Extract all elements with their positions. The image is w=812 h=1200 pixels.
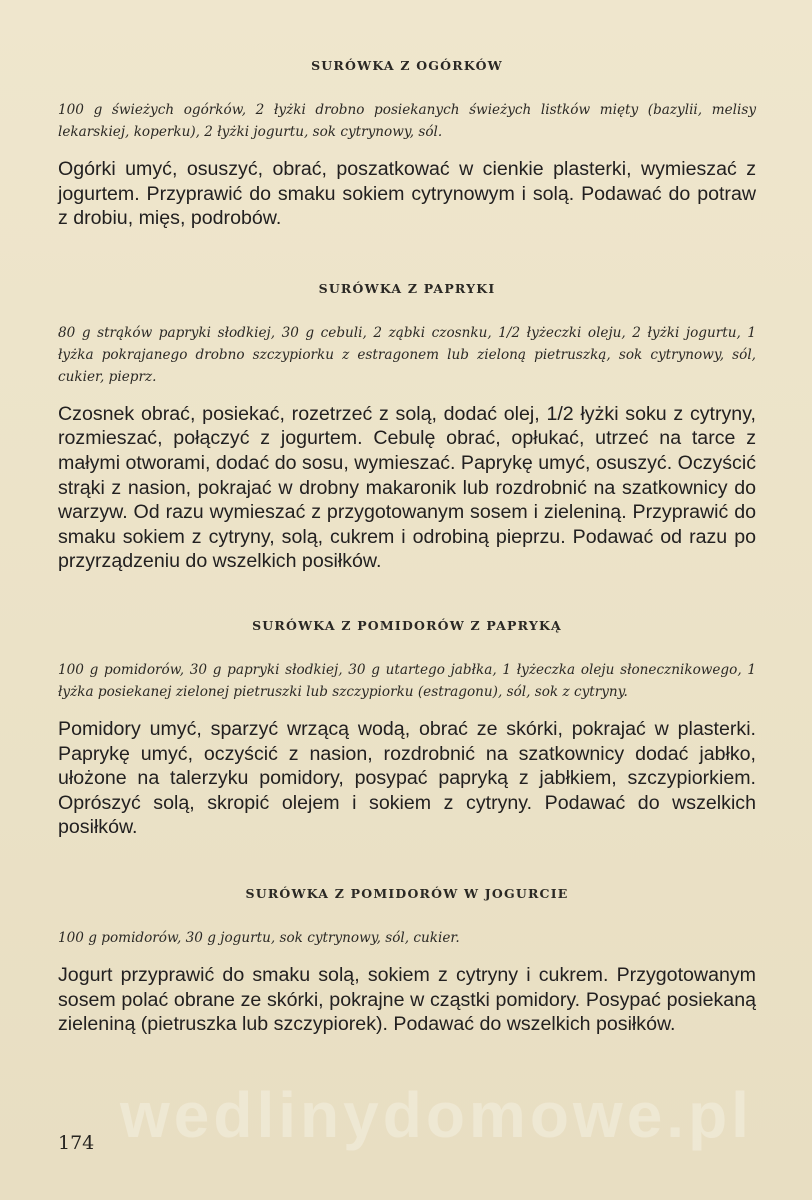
recipe-instructions: Pomidory umyć, sparzyć wrzącą wodą, obrać ze skórki, pokrajać w plasterki. Paprykę umyć, oczyścić z nasion, rozdrobnić na szatkownicy dodać jabłko, ułożone na talerzyku pomidory, posypać papryką z jabłkiem, szczypiorkiem. Oprószyć solą, skropić olejem i sokiem z cytryny. Podawać do wszelkich posiłków. <box>58 717 756 839</box>
section-spacer <box>58 574 756 618</box>
recipe-title: SURÓWKA Z POMIDORÓW Z PAPRYKĄ <box>252 617 562 633</box>
recipe-tomato-pepper-salad <box>58 618 756 840</box>
section-spacer <box>58 840 756 886</box>
recipe-instructions: Czosnek obrać, posiekać, rozetrzeć z solą, dodać olej, 1/2 łyżki soku z cytryny, rozmieszać, połączyć z jogurtem. Cebulę obrać, opłukać, utrzeć na tarce z małymi otworami, dodać do sosu, wymieszać. Paprykę umyć, osuszyć. Oczyścić strąki z nasion, pokrajać w drobny makaronik lub rozdrobnić na szatkownicy do warzyw. Od razu wymieszać z przygotowanym sosem i zieleniną. Przyprawić do smaku sokiem z cytryny, solą, cukrem i odrobiną pieprzu. Podawać od razu po przyrządzeniu do wszelkich posiłków. <box>58 402 756 573</box>
recipe-pepper-salad <box>58 281 756 574</box>
recipe-instructions: Ogórki umyć, osuszyć, obrać, poszatkować w cienkie plasterki, wymieszać z jogurtem. Przyprawić do smaku sokiem cytrynowym i solą. Podawać do potraw z drobiu, mięs, podrobów. <box>58 158 756 230</box>
recipe-title: SURÓWKA Z OGÓRKÓW <box>311 58 503 73</box>
recipe-instructions: Jogurt przyprawić do smaku solą, sokiem z cytryny i cukrem. Przygotowanym sosem polać obrane ze skórki, pokrajne w cząstki pomidory. Posypać posiekaną zieleniną (pietruszka lub szczypiorek). Podawać do wszelkich posiłków. <box>58 963 756 1036</box>
recipe-title: SURÓWKA Z PAPRYKI <box>318 280 496 296</box>
recipe-ingredients: 100 g świeżych ogórków, 2 łyżki drobno posiekanych świeżych listków mięty (bazylii, melisy lekarskiej, koperku), 2 łyżki jogurtu, sok cytrynowy, sól. <box>58 102 756 140</box>
recipe-title: SURÓWKA Z POMIDORÓW W JOGURCIE <box>245 885 569 901</box>
page-number: 174 <box>58 1132 95 1154</box>
watermark: wedlinydomowe.pl <box>120 1079 753 1151</box>
page-content <box>58 58 756 1037</box>
recipe-tomato-yogurt-salad <box>58 886 756 1037</box>
section-spacer <box>58 231 756 281</box>
recipe-cucumber-salad <box>58 58 756 231</box>
recipe-ingredients: 80 g strąków papryki słodkiej, 30 g cebuli, 2 ząbki czosnku, 1/2 łyżeczki oleju, 2 łyżki jogurtu, 1 łyżka pokrajanego drobno szczypiorku z estragonem lub zieloną pietruszką, sok cytrynowy, sól, cukier, pieprz. <box>58 324 756 385</box>
recipe-ingredients: 100 g pomidorów, 30 g papryki słodkiej, 30 g utartego jabłka, 1 łyżeczka oleju słonecznikowego, 1 łyżka posiekanej zielonej pietruszki lub szczypiorku (estragonu), sól, sok z cytryny. <box>58 661 756 700</box>
recipe-ingredients: 100 g pomidorów, 30 g jogurtu, sok cytrynowy, sól, cukier. <box>58 929 460 946</box>
